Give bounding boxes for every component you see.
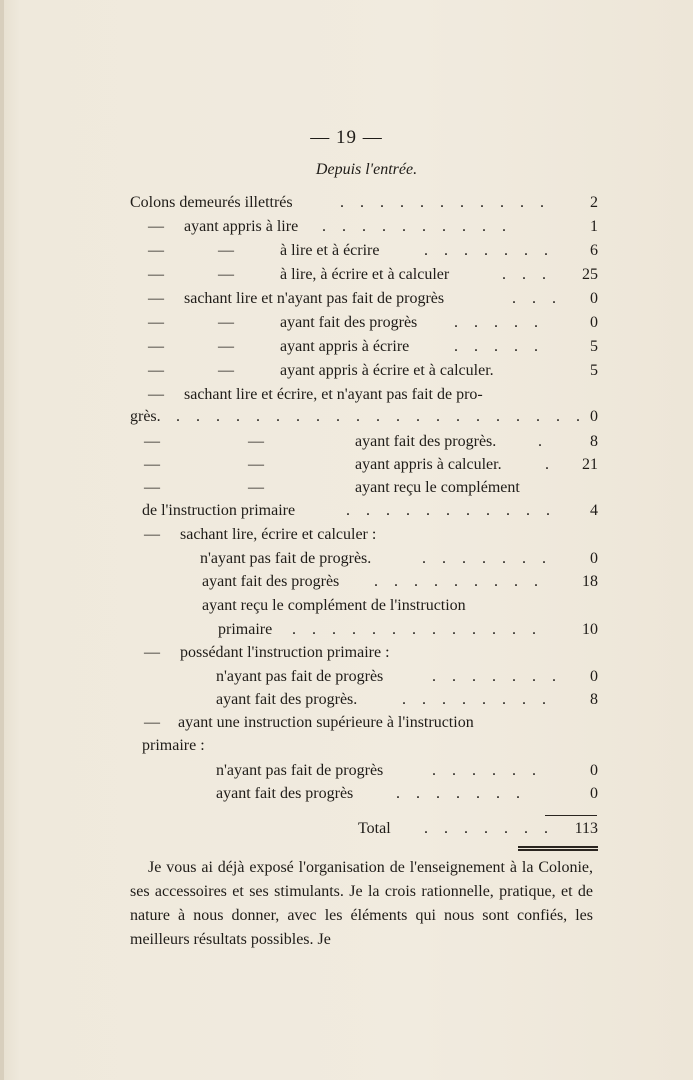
table-row: [0, 502, 693, 526]
double-rule: [518, 846, 598, 851]
row-value: 0: [590, 785, 598, 802]
table-row: [0, 785, 693, 809]
table-row: [0, 290, 693, 314]
ditto-dash: —: [148, 386, 164, 403]
leader-dots: . . . . . . .: [396, 785, 526, 802]
table-row: [0, 737, 693, 761]
table-row: [0, 644, 693, 668]
row-label: ayant fait des progrès: [280, 314, 418, 331]
row-label: possédant l'instruction primaire :: [180, 644, 390, 661]
table-row: [0, 573, 693, 597]
row-value: 25: [582, 266, 598, 283]
row-value: 8: [590, 433, 598, 450]
table-row: [0, 762, 693, 786]
ditto-dash: —: [148, 338, 164, 355]
table-row: [0, 456, 693, 480]
leader-dots: . . . . . . . . . . . . .: [292, 621, 542, 638]
ditto-dash: —: [248, 456, 264, 473]
leader-dots: . . . . . . . . . . .: [346, 502, 556, 519]
leader-dots: . . . . . . .: [424, 820, 554, 837]
table-row: [0, 362, 693, 386]
row-label: de l'instruction primaire: [142, 502, 296, 519]
row-label: primaire: [218, 621, 273, 638]
total-row: [0, 820, 693, 844]
row-label: sachant lire et écrire, et n'ayant pas fait de pro-: [184, 386, 483, 403]
row-value: 10: [582, 621, 598, 638]
table-row: [0, 550, 693, 574]
ditto-dash: —: [218, 338, 234, 355]
page-number: — 19 —: [310, 127, 383, 148]
ditto-dash: —: [248, 479, 264, 496]
leader-dots: . . . . . .: [432, 762, 542, 779]
body-paragraph: Je vous ai déjà exposé l'organisation de l'enseignement à la Colonie, ses accessoires et ses stimulants. Je la crois rationnelle, pratique, et de nature à nous donner, avec les éléments qui nous sont confiés, les meilleurs résultats possibles. Je: [130, 859, 593, 948]
table-row: [0, 433, 693, 457]
leader-dots: . . . . . . .: [422, 550, 552, 567]
row-label: ayant fait des progrès: [202, 573, 340, 590]
row-label: ayant appris à lire: [184, 218, 299, 235]
ditto-dash: —: [148, 314, 164, 331]
row-value: 5: [590, 338, 598, 355]
table-row: [0, 386, 693, 410]
leader-dots: . . . . . . .: [424, 242, 554, 259]
row-value: 4: [590, 502, 598, 519]
leader-dots: . . . . . . . .: [402, 691, 552, 708]
row-label: ayant appris à écrire: [280, 338, 410, 355]
ditto-dash: —: [144, 456, 160, 473]
row-label: n'ayant pas fait de progrès: [216, 762, 384, 779]
row-value: 0: [590, 314, 598, 331]
table-row: [0, 194, 693, 218]
row-label: n'ayant pas fait de progrès: [216, 668, 384, 685]
table-row: [0, 242, 693, 266]
ditto-dash: —: [218, 362, 234, 379]
table-row: [0, 218, 693, 242]
row-value: 0: [590, 668, 598, 685]
row-label: ayant fait des progrès: [216, 785, 354, 802]
leader-dots: . . . . . . . . .: [374, 573, 544, 590]
ditto-dash: —: [248, 433, 264, 450]
row-value: 0: [590, 290, 598, 307]
ditto-dash: —: [144, 433, 160, 450]
row-value: 0: [590, 408, 598, 425]
row-label: grès.: [130, 408, 161, 425]
row-value: 5: [590, 362, 598, 379]
ditto-dash: —: [218, 266, 234, 283]
leader-dots: . . . . . . . . . . .: [340, 194, 550, 211]
ditto-dash: —: [144, 714, 160, 731]
leader-dots: . . . . . . . . . .: [322, 218, 512, 235]
row-value: 18: [582, 573, 598, 590]
total-value: 113: [574, 820, 598, 837]
leader-dots: .: [538, 433, 548, 450]
row-label: ayant une instruction supérieure à l'instruction: [178, 714, 474, 731]
row-label: ayant fait des progrès.: [216, 691, 358, 708]
row-value: 2: [590, 194, 598, 211]
leader-dots: . . . . . . . . . . . . . . . . . . . . .: [176, 408, 586, 425]
table-row: [0, 691, 693, 715]
table-row: [0, 621, 693, 645]
leader-dots: .: [545, 456, 555, 473]
section-title: Depuis l'entrée.: [315, 161, 418, 178]
row-label: ayant fait des progrès.: [355, 433, 497, 450]
row-value: 8: [590, 691, 598, 708]
leader-dots: . . . . .: [454, 314, 544, 331]
table-row: [0, 338, 693, 362]
ditto-dash: —: [148, 290, 164, 307]
ditto-dash: —: [148, 266, 164, 283]
leader-dots: . . .: [512, 290, 562, 307]
sum-rule: [545, 815, 597, 816]
ditto-dash: —: [218, 242, 234, 259]
row-value: 21: [582, 456, 598, 473]
table-row: [0, 526, 693, 550]
row-label: à lire, à écrire et à calculer: [280, 266, 450, 283]
row-label: à lire et à écrire: [280, 242, 380, 259]
row-label: primaire :: [142, 737, 205, 754]
leader-dots: . . .: [502, 266, 552, 283]
row-label: ayant appris à calculer.: [355, 456, 502, 473]
row-label: ayant appris à écrire et à calculer.: [280, 362, 494, 379]
ditto-dash: —: [148, 242, 164, 259]
ditto-dash: —: [144, 479, 160, 496]
table-row: [0, 266, 693, 290]
row-label: ayant reçu le complément: [355, 479, 520, 496]
ditto-dash: —: [144, 644, 160, 661]
table-row: [0, 479, 693, 503]
row-label: n'ayant pas fait de progrès.: [200, 550, 372, 567]
table-row: [0, 714, 693, 738]
row-value: 0: [590, 762, 598, 779]
ditto-dash: —: [218, 314, 234, 331]
row-label: sachant lire et n'ayant pas fait de progrès: [184, 290, 445, 307]
row-label: Colons demeurés illettrés: [130, 194, 293, 211]
row-label: ayant reçu le complément de l'instruction: [202, 597, 466, 614]
table-row: [0, 314, 693, 338]
row-label: sachant lire, écrire et calculer :: [180, 526, 377, 543]
total-label: Total: [358, 820, 391, 837]
leader-dots: . . . . .: [454, 338, 544, 355]
ditto-dash: —: [144, 526, 160, 543]
table-row: [0, 408, 693, 432]
leader-dots: . . . . . . .: [432, 668, 562, 685]
table-row: [0, 597, 693, 621]
row-value: 6: [590, 242, 598, 259]
ditto-dash: —: [148, 362, 164, 379]
row-value: 1: [590, 218, 598, 235]
table-row: [0, 668, 693, 692]
ditto-dash: —: [148, 218, 164, 235]
row-value: 0: [590, 550, 598, 567]
